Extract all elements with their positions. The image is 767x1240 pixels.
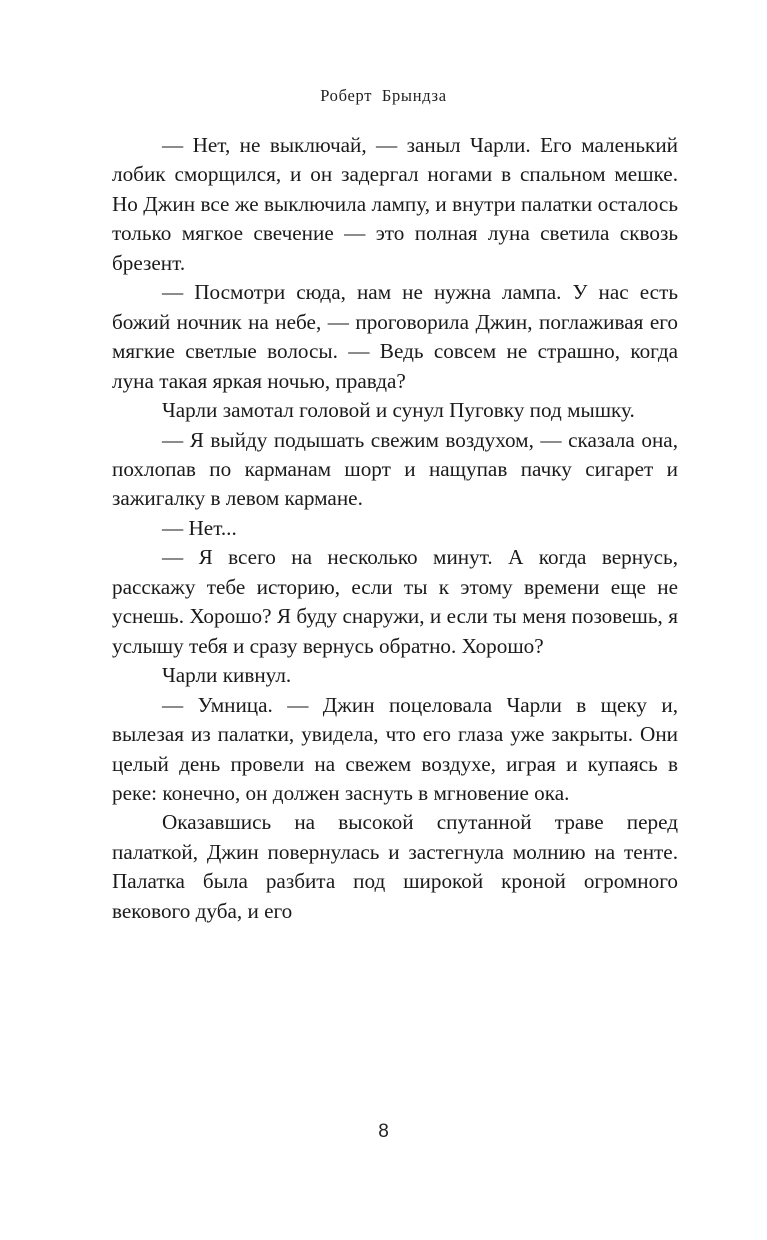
body-paragraph: Оказавшись на высокой спутанной траве перед палаткой, Джин повернулась и застегнула молнию на тенте. Палатка была разбита под широкой кроной огромного векового дуба, и его (112, 810, 678, 923)
page-number: 8 (378, 1121, 389, 1142)
body-paragraph: — Я выйду подышать свежим воздухом, — сказала она, похлопав по карманам шорт и нащупав пачку сигарет и зажигалку в левом кармане. (112, 427, 678, 511)
body-paragraph: — Умница. — Джин поцеловала Чарли в щеку и, вылезая из палатки, увидела, что его глаза уже закрыты. Они целый день провели на свежем воздухе, играя и купаясь в реке: конечно, он должен заснуть в мгновение ока. (112, 692, 678, 805)
body-paragraph: Чарли кивнул. (162, 663, 292, 688)
running-head-author: Роберт Брындза (320, 86, 447, 105)
body-text-column (112, 131, 678, 926)
body-paragraph: — Посмотри сюда, нам не нужна лампа. У нас есть божий ночник на небе, — проговорила Джин, поглаживая его мягкие светлые волосы. — Ведь совсем не страшно, когда луна такая яркая ночью, правда? (112, 280, 678, 393)
body-paragraph: — Нет, не выключай, — заныл Чарли. Его маленький лобик сморщился, и он задергал ногами в спальном мешке. Но Джин все же выключила лампу, и внутри палатки осталось только мягкое свечение — это полная луна светила сквозь брезент. (112, 133, 678, 275)
body-paragraph: — Я всего на несколько минут. А когда вернусь, расскажу тебе историю, если ты к этому времени еще не уснешь. Хорошо? Я буду снаружи, и если ты меня позовешь, я услышу тебя и сразу вернусь обратно. Хорошо? (112, 545, 678, 658)
body-paragraph: Чарли замотал головой и сунул Пуговку под мышку. (162, 398, 635, 423)
body-paragraph: — Нет... (162, 515, 237, 540)
